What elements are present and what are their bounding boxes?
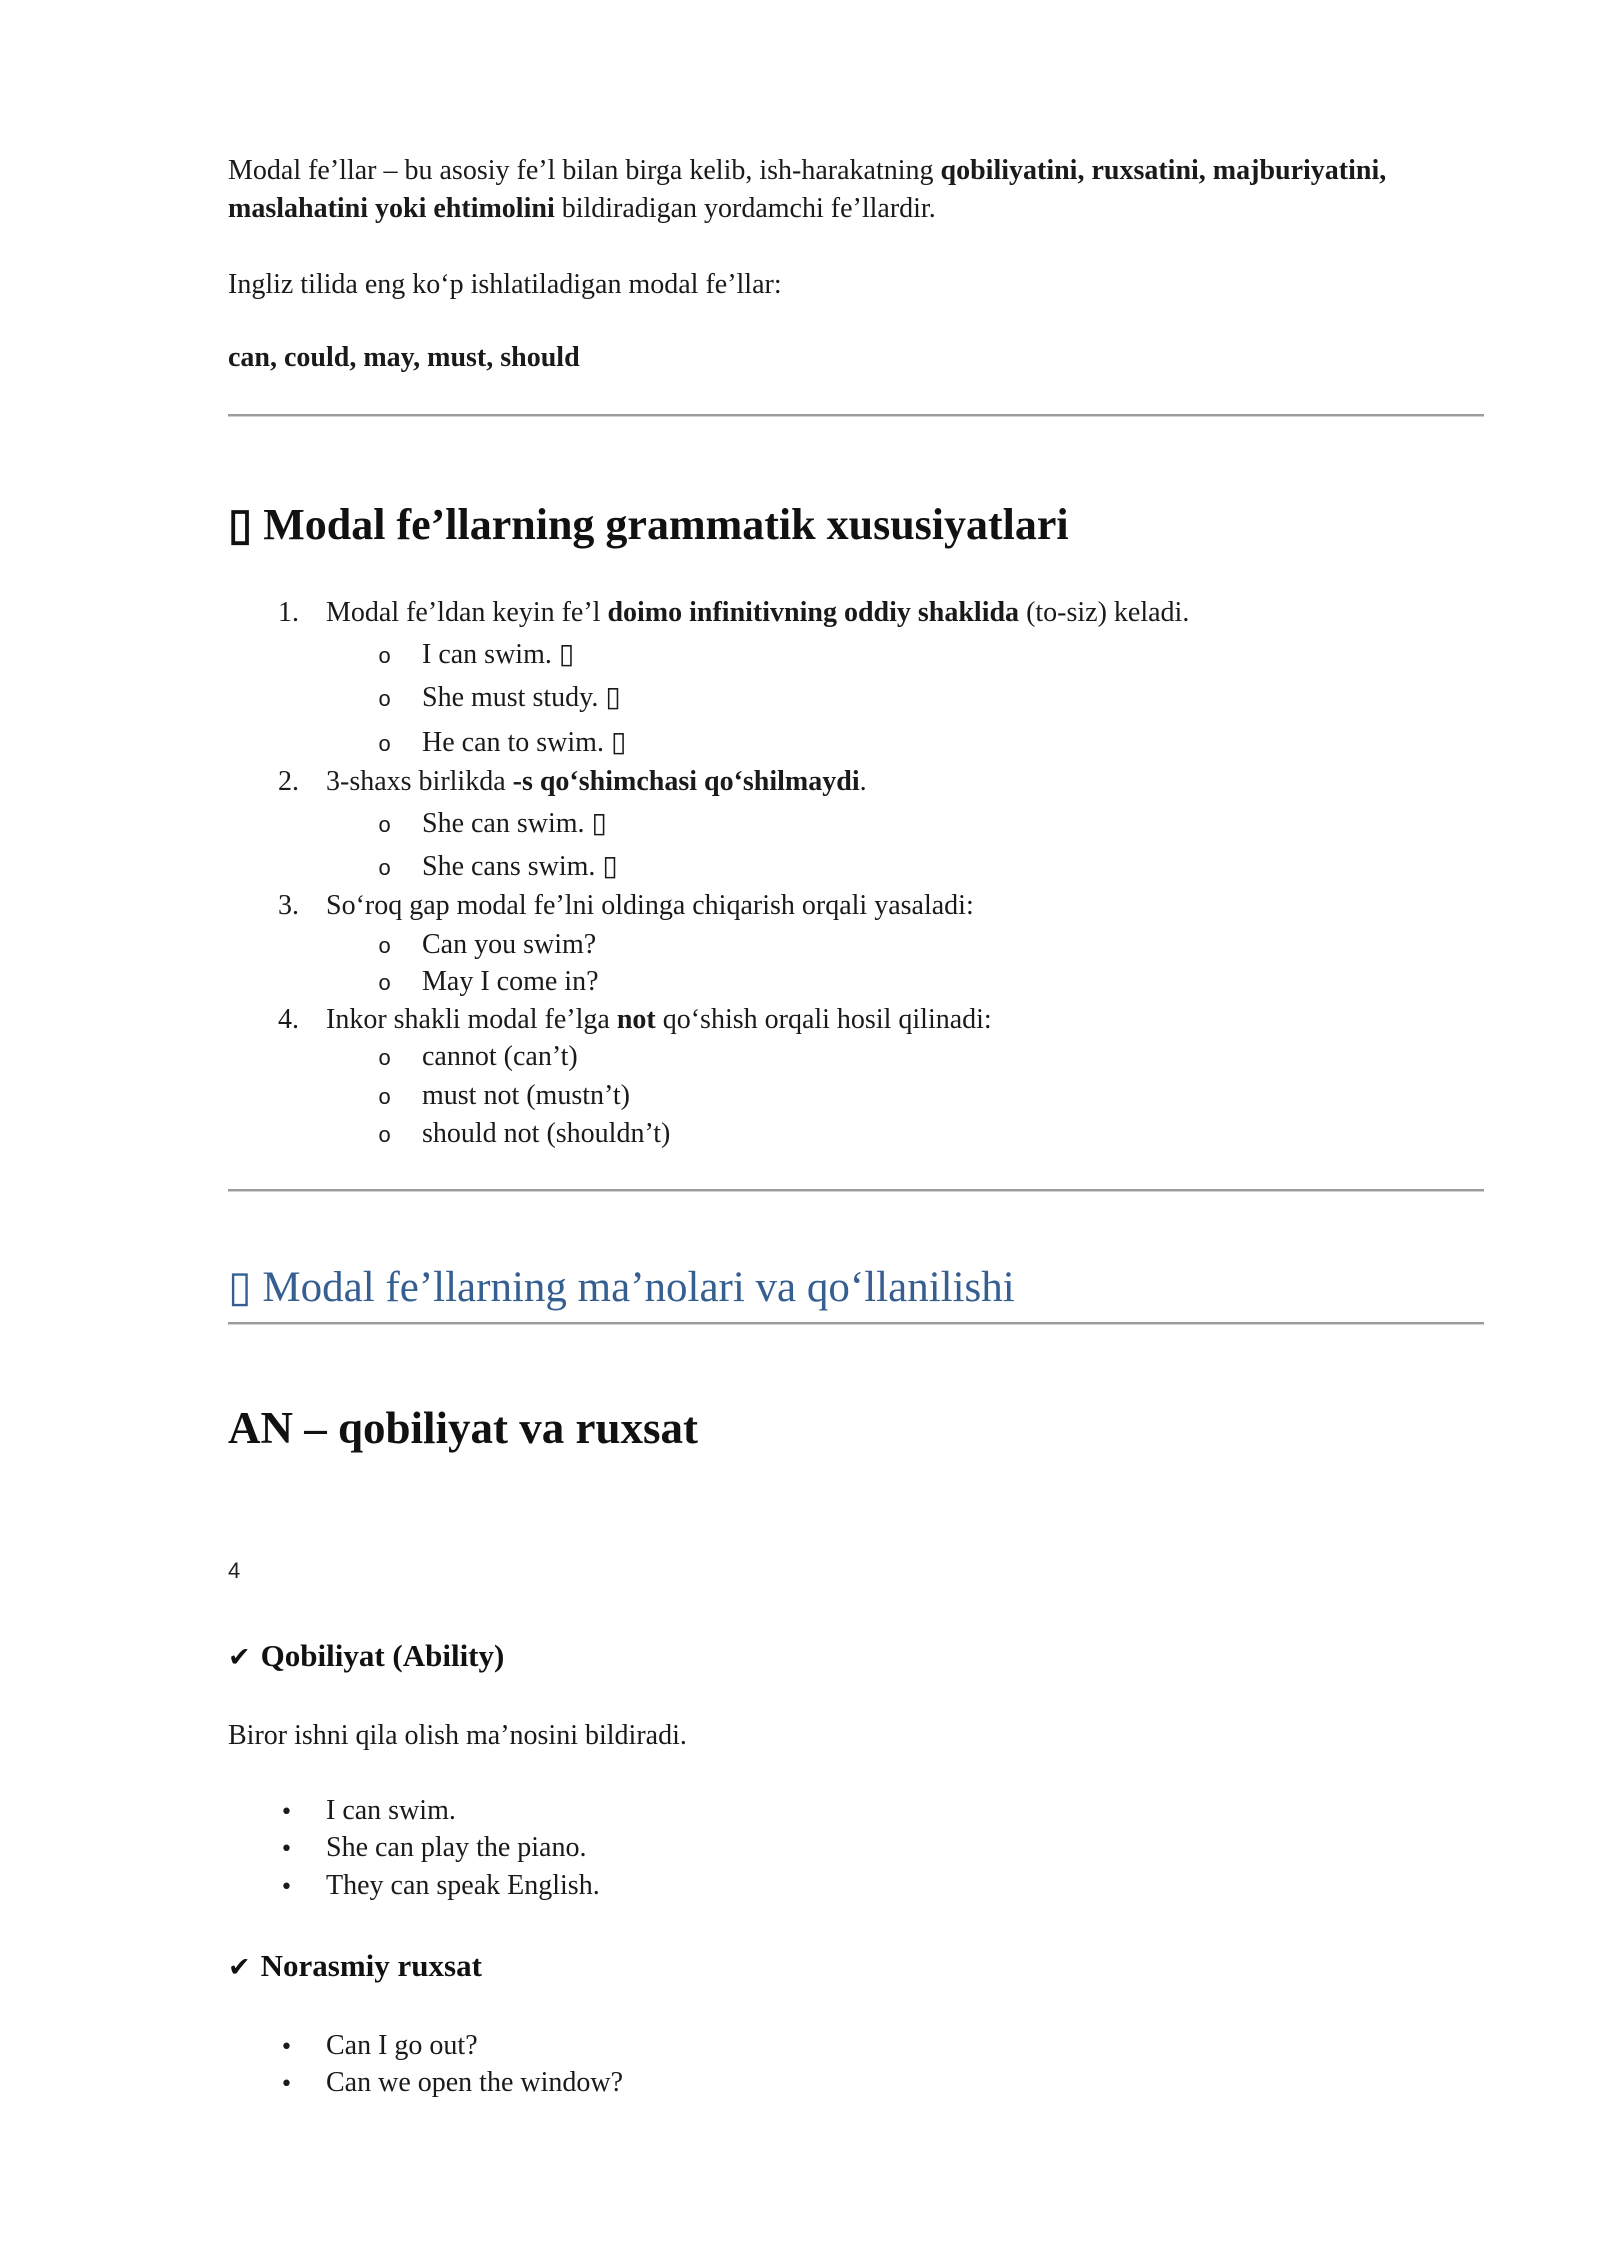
bullet-marker: • bbox=[280, 2035, 293, 2060]
example-text: He can to swim. ▯ bbox=[422, 727, 627, 758]
list-item bbox=[280, 2064, 623, 2103]
common-verbs-label: Ingliz tilida eng ko‘p ishlatiladigan modal fe’llar: bbox=[228, 269, 782, 300]
rule-item bbox=[278, 763, 867, 800]
example-text: I can swim. ▯ bbox=[422, 639, 575, 670]
sub-bullet-marker: o bbox=[378, 857, 392, 882]
rule-text-bold: doimo infinitivning oddiy shaklida bbox=[607, 597, 1020, 628]
example-text: She can swim. ▯ bbox=[422, 808, 607, 839]
section-title: Modal fe’llarning grammatik xususiyatlari bbox=[263, 500, 1069, 549]
subheading-title: Norasmiy ruxsat bbox=[260, 1948, 482, 1983]
rule-text-part: 3-shaxs birlikda bbox=[326, 766, 513, 797]
example-item bbox=[378, 724, 626, 764]
section-heading-can: AN – qobiliyat va ruxsat bbox=[228, 1403, 699, 1453]
example-text: Can you swim? bbox=[422, 929, 597, 960]
example-text: should not (shouldn’t) bbox=[422, 1118, 671, 1149]
heading-underline-rule bbox=[228, 1322, 1484, 1325]
intro-text-before: Modal fe’llar – bu asosiy fe’l bilan birga kelib, ish-harakatning bbox=[228, 155, 941, 186]
page-number: 4 bbox=[228, 1558, 241, 1583]
rule-item bbox=[278, 1001, 992, 1038]
section-heading-grammar bbox=[228, 499, 1069, 551]
rule-item bbox=[278, 887, 974, 924]
subheading-title: Qobiliyat (Ability) bbox=[260, 1638, 505, 1673]
check-mark-icon: ✔ bbox=[228, 1952, 251, 1983]
sub-bullet-marker: o bbox=[378, 935, 392, 960]
rule-text bbox=[326, 1001, 992, 1038]
list-item bbox=[280, 1792, 456, 1831]
common-verbs-list: can, could, may, must, should bbox=[228, 342, 580, 373]
bullet-marker: • bbox=[280, 1837, 293, 1862]
rule-text bbox=[326, 594, 1189, 631]
missing-glyph-icon: ▯ bbox=[228, 1264, 252, 1311]
intro-text-bold: qobiliyatini, ruxsatini, majburiyatini, maslahatini yoki ehtimolini bbox=[228, 155, 1387, 224]
list-item bbox=[280, 1829, 586, 1868]
subheading-permission bbox=[228, 1946, 482, 1988]
check-mark-icon: ✔ bbox=[228, 1642, 251, 1673]
example-item bbox=[378, 1038, 578, 1078]
rule-text-part: . bbox=[859, 766, 867, 797]
rule-number: 4. bbox=[278, 1004, 299, 1035]
sub-bullet-marker: o bbox=[378, 733, 392, 758]
intro-text-after: bildiradigan yordamchi fe’llardir. bbox=[554, 193, 936, 224]
rule-text-part: qo‘shish orqali hosil qilinadi: bbox=[655, 1004, 992, 1035]
sub-bullet-marker: o bbox=[378, 972, 392, 997]
rule-text-part: Modal fe’ldan keyin fe’l bbox=[326, 597, 608, 628]
rule-number: 2. bbox=[278, 766, 299, 797]
example-text: must not (mustn’t) bbox=[422, 1080, 630, 1111]
rule-text bbox=[326, 763, 867, 800]
rule-text-part: (to-siz) keladi. bbox=[1019, 597, 1190, 628]
bullet-marker: • bbox=[280, 2072, 293, 2097]
example-item bbox=[378, 963, 599, 1003]
missing-glyph-icon: ▯ bbox=[228, 500, 253, 549]
intro-paragraph bbox=[228, 152, 1484, 228]
ability-description: Biror ishni qila olish ma’nosini bildiradi. bbox=[228, 1720, 687, 1751]
list-item-text: Can I go out? bbox=[326, 2030, 478, 2061]
example-text: May I come in? bbox=[422, 966, 599, 997]
sub-bullet-marker: o bbox=[378, 1124, 392, 1149]
rule-text: So‘roq gap modal fe’lni oldinga chiqarish orqali yasaladi: bbox=[326, 890, 974, 921]
example-item bbox=[378, 926, 596, 966]
example-text: She cans swim. ▯ bbox=[422, 851, 618, 882]
example-item bbox=[378, 1077, 630, 1117]
example-item bbox=[378, 636, 574, 676]
rule-text-bold: not bbox=[616, 1004, 656, 1035]
rule-text-part: Inkor shakli modal fe’lga bbox=[326, 1004, 617, 1035]
horizontal-rule bbox=[228, 414, 1484, 417]
rule-text-bold: -s qo‘shimchasi qo‘shilmaydi bbox=[512, 766, 860, 797]
sub-bullet-marker: o bbox=[378, 814, 392, 839]
list-item bbox=[280, 1867, 600, 1906]
list-item-text: I can swim. bbox=[326, 1795, 456, 1826]
bullet-marker: • bbox=[280, 1800, 293, 1825]
rule-number: 3. bbox=[278, 890, 299, 921]
list-item-text: They can speak English. bbox=[326, 1870, 600, 1901]
sub-bullet-marker: o bbox=[378, 1047, 392, 1072]
horizontal-rule bbox=[228, 1189, 1484, 1192]
example-item bbox=[378, 848, 618, 888]
section-heading-meanings bbox=[228, 1262, 1015, 1314]
list-item-text: She can play the piano. bbox=[326, 1832, 587, 1863]
example-text: cannot (can’t) bbox=[422, 1041, 578, 1072]
example-text: She must study. ▯ bbox=[422, 682, 621, 713]
example-item bbox=[378, 805, 607, 845]
rule-number: 1. bbox=[278, 597, 299, 628]
subheading-ability bbox=[228, 1636, 504, 1678]
example-item bbox=[378, 679, 621, 719]
example-item bbox=[378, 1115, 670, 1155]
list-item-text: Can we open the window? bbox=[326, 2067, 624, 2098]
sub-bullet-marker: o bbox=[378, 645, 392, 670]
sub-bullet-marker: o bbox=[378, 688, 392, 713]
section-title: Modal fe’llarning ma’nolari va qo‘llanilishi bbox=[262, 1264, 1015, 1311]
list-item bbox=[280, 2027, 478, 2066]
sub-bullet-marker: o bbox=[378, 1086, 392, 1111]
bullet-marker: • bbox=[280, 1875, 293, 1900]
rule-item bbox=[278, 594, 1189, 631]
